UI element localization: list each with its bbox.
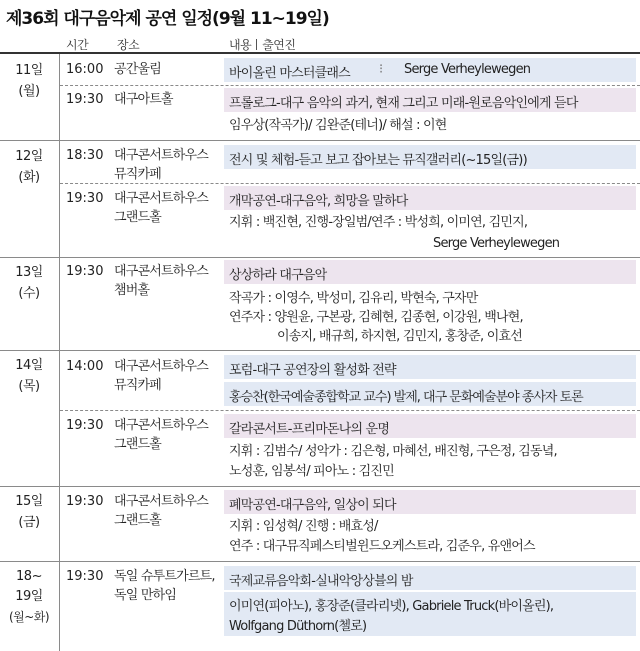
header-venue: 장소 bbox=[117, 38, 140, 52]
event-performers: 연주 : 대구뮤직페스티벌윈드오케스트라, 김준우, 유앤어스 bbox=[229, 539, 535, 554]
header-time: 시간 bbox=[66, 38, 89, 52]
event-performers: 홍승찬(한국예술종합학교 교수) 발제, 대구 문화예술분야 종사자 토론 bbox=[229, 390, 583, 405]
day-date: 12일 (화) bbox=[15, 149, 43, 185]
event-performers: 이송지, 배규희, 하지현, 김민지, 홍창준, 이효선 bbox=[277, 329, 522, 344]
event-time: 18:30 bbox=[66, 148, 104, 163]
event-title: 폐막공연-대구음악, 일상이 되다 bbox=[229, 498, 396, 513]
event-venue: 대구콘서트하우스 챔버홀 bbox=[114, 264, 209, 298]
event-performers: Serge Verheylewegen bbox=[433, 236, 560, 251]
header-divider bbox=[256, 39, 257, 50]
event-time: 19:30 bbox=[66, 494, 104, 509]
schedule-title: 제36회 대구음악제 공연 일정(9월 11~19일) bbox=[6, 9, 329, 29]
event-venue: 공간울림 bbox=[114, 62, 162, 77]
event-title: 국제교류음악회-실내악앙상블의 밤 bbox=[229, 574, 413, 589]
day-divider bbox=[0, 350, 640, 351]
event-divider bbox=[60, 410, 640, 411]
event-venue: 독일 슈투트가르트, 독일 만하임 bbox=[114, 569, 215, 603]
event-title: 상상하라 대구음악 bbox=[229, 268, 327, 283]
event-time: 14:00 bbox=[66, 359, 104, 374]
event-divider bbox=[60, 183, 640, 184]
header-content bbox=[229, 36, 295, 53]
event-title: 전시 및 체험-듣고 보고 잡아보는 뮤직갤러리(~15일(금)) bbox=[229, 153, 527, 168]
event-description-box bbox=[224, 382, 636, 406]
event-performers: 작곡가 : 이영수, 박성미, 김유리, 박현숙, 구자만 bbox=[229, 291, 478, 306]
event-venue: 대구콘서트하우스 뮤직카페 bbox=[114, 148, 209, 182]
day-date: 15일 (금) bbox=[15, 494, 43, 530]
event-title-box bbox=[224, 88, 636, 112]
day-divider bbox=[0, 561, 640, 562]
event-title-box bbox=[224, 355, 636, 379]
day-divider bbox=[0, 257, 640, 258]
event-performers: 연주자 : 양원윤, 구본광, 김혜현, 김종현, 이강원, 백나현, bbox=[229, 310, 523, 325]
event-title: 프롤로그-대구 음악의 과거, 현재 그리고 미래-원로음악인에게 듣다 bbox=[229, 96, 578, 111]
event-title-box bbox=[224, 260, 636, 284]
header-content-label: 내용 bbox=[229, 38, 252, 52]
event-title-box bbox=[224, 566, 636, 590]
event-title-box bbox=[224, 145, 636, 169]
event-venue: 대구콘서트하우스 그랜드홀 bbox=[114, 418, 209, 452]
event-venue: 대구콘서트하우스 뮤직카페 bbox=[114, 359, 209, 393]
event-title-extra: Serge Verheylewegen bbox=[404, 62, 531, 77]
day-divider bbox=[0, 486, 640, 487]
title-dots: ⁝ bbox=[379, 62, 383, 77]
event-performers: Wolfgang Düthorn(첼로) bbox=[229, 619, 367, 634]
event-divider bbox=[60, 85, 640, 86]
event-description-box bbox=[224, 592, 636, 636]
event-venue: 대구아트홀 bbox=[114, 92, 173, 107]
event-title: 개막공연-대구음악, 희망을 말하다 bbox=[229, 194, 408, 209]
event-performers: 지휘 : 백진현, 진행-장일범/연주 : 박성희, 이미연, 김민지, bbox=[229, 215, 528, 230]
event-time: 19:30 bbox=[66, 92, 104, 107]
event-performers: 노성훈, 임봉석/ 피아노 : 김진민 bbox=[229, 464, 394, 479]
event-time: 19:30 bbox=[66, 264, 104, 279]
event-venue: 대구콘서트하우스 그랜드홀 bbox=[114, 494, 209, 528]
header-performers-label: 출연진 bbox=[262, 38, 296, 52]
event-title-box bbox=[224, 186, 636, 210]
header-rule bbox=[0, 52, 640, 54]
event-title: 바이올린 마스터클래스 bbox=[229, 66, 350, 81]
event-performers: 임우상(작곡가)/ 김완준(테너)/ 해설 : 이현 bbox=[229, 118, 447, 133]
event-time: 19:30 bbox=[66, 418, 104, 433]
event-time: 19:30 bbox=[66, 569, 104, 584]
event-performers: 지휘 : 임성혁/ 진행 : 배효성/ bbox=[229, 519, 378, 534]
event-title-box bbox=[224, 490, 636, 514]
day-divider bbox=[0, 140, 640, 141]
event-title: 포럼-대구 공연장의 활성화 전략 bbox=[229, 363, 396, 378]
event-performers: 지휘 : 김범수/ 성악가 : 김은형, 마혜선, 배진형, 구은정, 김동녘, bbox=[229, 444, 557, 459]
event-title-box bbox=[224, 414, 636, 438]
day-date: 11일 (월) bbox=[15, 63, 43, 99]
event-performers: 이미연(피아노), 홍장준(클라리넷), Gabriele Truck(바이올린), bbox=[229, 599, 554, 614]
day-date: 13일 (수) bbox=[15, 265, 43, 301]
event-time: 16:00 bbox=[66, 62, 104, 77]
day-date: 18~ 19일 (월~화) bbox=[8, 569, 50, 624]
event-venue: 대구콘서트하우스 그랜드홀 bbox=[114, 191, 209, 225]
day-date: 14일 (목) bbox=[15, 358, 43, 394]
event-time: 19:30 bbox=[66, 191, 104, 206]
event-title-box bbox=[224, 58, 636, 82]
event-title: 갈라콘서트-프리마돈나의 운명 bbox=[229, 422, 390, 437]
